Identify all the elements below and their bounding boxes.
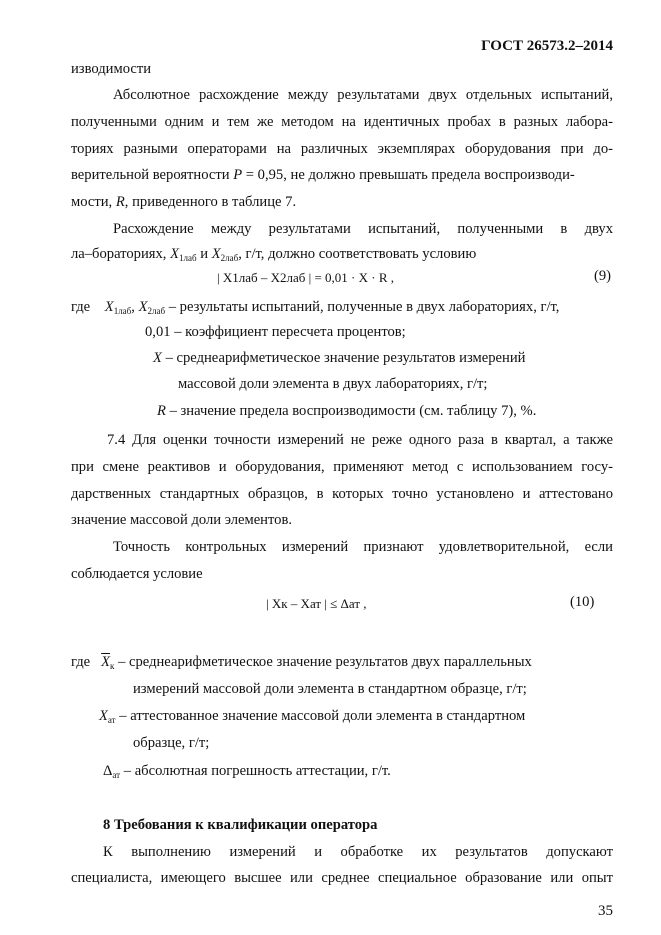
where-line: где $\overline{X}_к$ – среднеарифметическое значение результатов двух параллельных (71, 654, 532, 671)
document-header: ГОСТ 26573.2–2014 (481, 38, 613, 54)
paragraph-line: ла–бораториях, $X_{1лаб}$ и $X_{2лаб}$, г/т, должно соответствовать условию (71, 246, 477, 263)
where-line: $X_{ат}$ – аттестованное значение массовой доли элемента в стандартном (99, 708, 526, 725)
paragraph-line: соблюдается условие (71, 566, 203, 582)
where-line: $\Delta_{ат}$ – абсолютная погрешность аттестации, г/т. (103, 763, 391, 780)
equation-9: | X1лаб – X2лаб | = 0,01 · X · R , (217, 270, 395, 285)
paragraph-line: ториях разными операторами на различных экземплярах оборудования при до- (71, 141, 613, 157)
section-heading: 8 Требования к квалификации оператора (103, 817, 378, 833)
page-number: 35 (598, 903, 613, 919)
paragraph-line: полученными одним и тем же методом на идентичных пробах в разных лабора- (71, 114, 613, 130)
where-line: 0,01 – коэффициент пересчета процентов; (145, 324, 406, 340)
paragraph-line: мости, R, приведенного в таблице 7. (71, 194, 297, 210)
where-line: R – значение предела воспроизводимости (см. таблицу 7), %. (157, 403, 537, 419)
paragraph-line: Точность контрольных измерений признают удовлетворительной, если (113, 539, 613, 555)
paragraph-line: дарственных стандартных образцов, в которых точно установлено и аттестовано (71, 486, 613, 502)
paragraph-line: значение массовой доли элементов. (71, 512, 293, 528)
where-line: образце, г/т; (133, 735, 210, 751)
where-line: X – среднеарифметическое значение результатов измерений (153, 350, 526, 366)
equation-number: (10) (570, 594, 595, 610)
paragraph-line: специалиста, имеющего высшее или среднее специальное образование или опыт (71, 870, 613, 886)
text-line: изводимости (71, 61, 152, 77)
equation-number: (9) (594, 268, 612, 284)
paragraph-line: при смене реактивов и оборудования, применяют метод с использованием госу- (71, 459, 613, 475)
paragraph-line: Расхождение между результатами испытаний, полученными в двух (113, 221, 613, 237)
paragraph-line: верительной вероятности P = 0,95, не должно превышать предела воспроизводи- (71, 167, 575, 183)
paragraph-line: К выполнению измерений и обработке их результатов допускают (103, 844, 613, 860)
where-line: измерений массовой доли элемента в стандартном образце, г/т; (133, 681, 527, 697)
paragraph-line: 7.4 Для оценки точности измерений не реже одного раза в квартал, а также (107, 432, 613, 448)
where-line: где $X_{1лаб}$, $X_{2лаб}$ – результаты испытаний, полученные в двух лабораториях, г/т, (71, 299, 560, 316)
paragraph-line: Абсолютное расхождение между результатами двух отдельных испытаний, (113, 87, 613, 103)
equation-10: | Xк – Xат | ≤ Δат , (266, 596, 367, 611)
where-line: массовой доли элемента в двух лабораториях, г/т; (178, 376, 488, 392)
